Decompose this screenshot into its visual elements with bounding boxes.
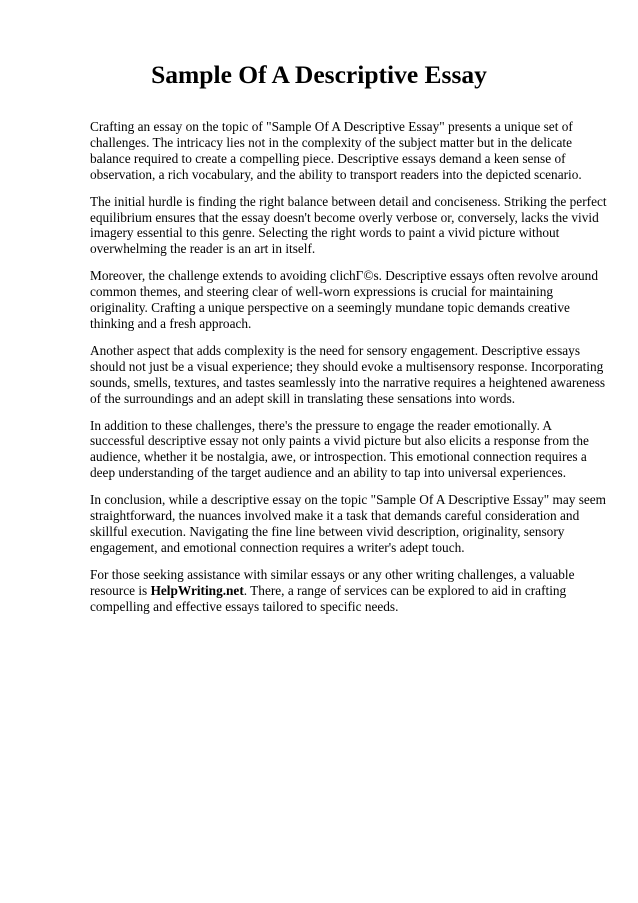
text-line: In addition to these challenges, there's the pressure to engage the reader emotionally. A	[90, 417, 552, 433]
text-segment: . There, a range of services can be explored to aid in crafting	[243, 582, 567, 598]
text-line: thinking and a fresh approach.	[90, 315, 252, 331]
text-line-with-link	[90, 583, 600, 599]
text-line: equilibrium ensures that the essay doesn't become overly verbose or, conversely, lacks the vivid	[90, 209, 599, 225]
paragraph-sensory	[90, 342, 606, 407]
text-line: balance required to create a compelling piece. Descriptive essays demand a keen sense of	[90, 150, 566, 166]
text-line: sounds, smells, textures, and tastes seamlessly into the narrative requires a heightened awareness	[90, 374, 606, 390]
paragraph-emotional	[90, 418, 600, 482]
text-line: overwhelming the reader is an art in itself.	[90, 241, 316, 257]
paragraph-closing	[90, 567, 600, 615]
paragraph-conclusion	[90, 492, 607, 556]
document-title: Sample Of A Descriptive Essay	[151, 60, 487, 89]
text-line: Another aspect that adds complexity is the need for sensory engagement. Descriptive essays	[90, 342, 580, 358]
text-line: In conclusion, while a descriptive essay on the topic "Sample Of A Descriptive Essay" may seem	[90, 492, 607, 508]
text-line: audience, whether it be nostalgia, awe, or introspection. This emotional connection requires a	[90, 449, 587, 465]
text-line: successful descriptive essay not only paints a vivid picture but also elicits a response from the	[90, 433, 589, 449]
text-line: observation, a rich vocabulary, and the ability to transport readers into the depicted scenario.	[90, 166, 582, 182]
text-line: deep understanding of the target audience and an ability to tap into universal experiences.	[90, 465, 567, 481]
text-line: engagement, and emotional connection requires a writer's adept touch.	[90, 539, 465, 555]
paragraph-initial-hurdle	[90, 193, 607, 258]
text-line: Crafting an essay on the topic of "Sample Of A Descriptive Essay" presents a unique set of	[90, 119, 573, 134]
text-line: should not just be a visual experience; they should evoke a multisensory response. Incorporating	[90, 358, 604, 374]
text-line: Moreover, the challenge extends to avoiding clichГ©s. Descriptive essays often revolve around	[90, 268, 598, 284]
helpwriting-link[interactable]: HelpWriting.net	[150, 582, 244, 598]
text-line: skillful execution. Navigating the fine line between vivid description, originality, sensory	[90, 523, 565, 539]
paragraph-cliches	[90, 268, 600, 332]
text-line: For those seeking assistance with similar essays or any other writing challenges, a valuable	[90, 566, 575, 582]
text-line: originality. Crafting a unique perspective on a seemingly mundane topic demands creative	[90, 300, 570, 316]
document-body	[90, 119, 607, 625]
text-line: The initial hurdle is finding the right balance between detail and conciseness. Striking the perfect	[90, 193, 607, 209]
text-line: compelling and effective essays tailored to specific needs.	[90, 598, 399, 614]
text-segment: resource is	[90, 582, 151, 598]
paragraph-intro	[90, 119, 600, 183]
text-line: imagery essential to this genre. Selecting the right words to paint a vivid picture without	[90, 225, 560, 241]
text-line: of the surroundings and an adept skill in translating these sensations into words.	[90, 390, 516, 406]
text-line: straightforward, the nuances involved make it a task that demands careful consideration and	[90, 508, 580, 524]
text-line: common themes, and steering clear of well-worn expressions is crucial for maintaining	[90, 284, 554, 300]
text-line: challenges. The intricacy lies not in the complexity of the subject matter but in the delicate	[90, 134, 572, 150]
